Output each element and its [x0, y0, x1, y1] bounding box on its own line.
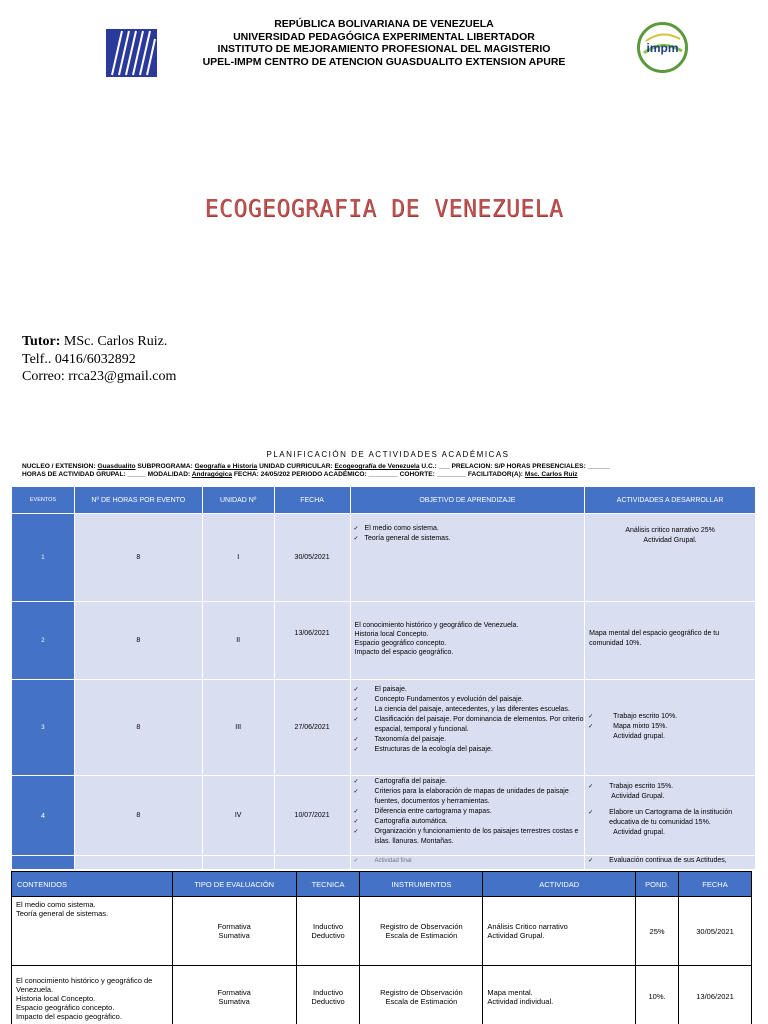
- table-row: [12, 856, 756, 870]
- content-text: Teoría general de sistemas.: [16, 909, 109, 918]
- objective-item: ✓ La ciencia del paisaje, antecedentes, y las diferentes escuelas.: [351, 705, 585, 715]
- event-objectives: [350, 514, 585, 602]
- technique: Deductivo: [311, 996, 345, 1006]
- upel-logo: [106, 29, 157, 77]
- col-header-instrumentos: INSTRUMENTOS: [360, 872, 483, 897]
- instrument: Registro de Observación: [380, 987, 463, 997]
- meta-value: Ecogeografía de Venezuela: [334, 463, 420, 470]
- event-unit: III: [202, 680, 274, 776]
- table-row: [12, 602, 756, 680]
- activity-note: Actividad Grupal.: [611, 793, 665, 800]
- objective-item: ✓ Concepto Fundamentos y evolución del paisaje.: [351, 695, 585, 705]
- activity-text: Actividad individual.: [487, 996, 554, 1006]
- activity-cell: [483, 966, 636, 1024]
- event-activities: [585, 776, 756, 856]
- event-hours: 8: [74, 680, 202, 776]
- instrument: Escala de Estimación: [385, 996, 458, 1006]
- event-hours: 8: [74, 776, 202, 856]
- activity-text: Actividad Grupal.: [643, 537, 697, 544]
- objective-item: ✓ Diferencia entre cartograma y mapas.: [351, 807, 585, 817]
- planning-title: PLANIFICACIÓN DE ACTIVIDADES ACADÉMICAS: [266, 450, 510, 459]
- content-text: El medio como sistema.: [16, 900, 96, 909]
- col-header-actividad: ACTIVIDAD: [483, 872, 636, 897]
- event-unit: II: [202, 602, 274, 680]
- table-row: [12, 966, 752, 1024]
- col-header-eventos: EVENTOS: [12, 487, 75, 514]
- activity-item: ✓ Trabajo escrito 10%.: [585, 712, 755, 722]
- evaluation-type-cell: [172, 966, 296, 1024]
- activity-text: Mapa mental del espacio geográfico de tu comunidad 10%.: [589, 630, 720, 647]
- tutor-info: [22, 333, 176, 386]
- planning-meta-line-1: [22, 463, 752, 471]
- objective-item: ✓ Estructuras de la ecología del paisaje.: [351, 745, 585, 755]
- evaluation-type: Sumativa: [218, 931, 250, 940]
- meta-label: NÚCLEO / EXTENSIÓN:: [22, 463, 98, 470]
- activity-text: Análisis critico narrativo 25%: [625, 527, 715, 534]
- event-number: 2: [12, 602, 75, 680]
- table-row: [12, 680, 756, 776]
- table-row: [12, 897, 752, 966]
- evaluation-type: Sumativa: [218, 996, 250, 1006]
- event-activities: [585, 680, 756, 776]
- event-objectives: [350, 602, 585, 680]
- meta-label: FECHA: 24/05/202 PERIODO ACADÉMICO: ________ COHORTE: ________ FACILITADOR(A):: [232, 471, 525, 478]
- objective-text: El conocimiento histórico y geográfico de Venezuela.: [354, 622, 519, 629]
- tutor-line: [22, 333, 176, 351]
- meta-label: HORAS DE ACTIVIDAD GRUPAL: _____ MODALIDAD:: [22, 471, 192, 478]
- objective-item: ✓ El paisaje.: [351, 685, 585, 695]
- technique-cell: [296, 897, 360, 966]
- planning-meta: [22, 463, 752, 479]
- event-objectives: [350, 776, 585, 856]
- event-unit: [202, 856, 274, 870]
- content-text: Impacto del espacio geográfico.: [16, 1012, 122, 1021]
- content-cell: [12, 897, 173, 966]
- evaluation-type: Formativa: [217, 922, 251, 931]
- activity-note: Actividad grupal.: [613, 829, 665, 836]
- technique: Deductivo: [311, 931, 345, 940]
- col-header-fecha: FECHA: [274, 487, 350, 514]
- objective-item: ✓ Cartografía automática.: [351, 817, 585, 827]
- event-date: 10/07/2021: [274, 776, 350, 856]
- content-text: Historia local Concepto.: [16, 994, 96, 1003]
- tutor-phone: Telf.. 0416/6032892: [22, 351, 136, 367]
- weight-cell: 10%.: [636, 966, 679, 1024]
- tutor-name: MSc. Carlos Ruiz.: [60, 334, 168, 349]
- meta-value: Geografía e Historia: [194, 463, 258, 470]
- col-header-tecnica: TECNICA: [296, 872, 360, 897]
- header-line-2: UNIVERSIDAD PEDAGÓGICA EXPERIMENTAL LIBERTADOR: [233, 30, 535, 43]
- col-header-actividades: ACTIVIDADES A DESARROLLAR: [585, 487, 756, 514]
- activity-text: Mapa mental.: [487, 987, 533, 997]
- meta-label: U.C.: ___ PRELACIÓN: S/P HORAS PRESENCIALES: ______: [419, 463, 610, 470]
- activity-note: Actividad grupal.: [613, 733, 665, 740]
- activity-item: ✓ Elabore un Cartograma de la institución educativa de tu comunidad 15%.: [585, 808, 755, 828]
- objective-text: Espacio geográfico concepto.: [354, 640, 447, 647]
- event-number: 3: [12, 680, 75, 776]
- technique: Inductivo: [313, 987, 344, 997]
- event-date: 13/06/2021: [274, 602, 350, 680]
- event-hours: [74, 856, 202, 870]
- col-header-horas: Nº DE HORAS POR EVENTO: [74, 487, 202, 514]
- objective-text: Historia local Concepto.: [354, 631, 429, 638]
- table-row: [12, 776, 756, 856]
- activity-text: Actividad Grupal.: [487, 931, 545, 940]
- event-date: 30/05/2021: [274, 514, 350, 602]
- col-header-fecha: FECHA: [679, 872, 752, 897]
- col-header-ponderacion: POND.: [636, 872, 679, 897]
- impm-logo: [636, 21, 689, 74]
- evaluation-table: [11, 871, 752, 1024]
- activity-text: Análisis Critico narrativo: [487, 922, 568, 931]
- evaluation-type: Formativa: [217, 987, 251, 997]
- date-cell: 30/05/2021: [679, 897, 752, 966]
- tutor-label: Tutor:: [22, 334, 61, 349]
- meta-value: Guasdualito: [97, 463, 136, 470]
- content-text: El conocimiento histórico y geográfico de Venezuela.: [16, 976, 153, 994]
- content-text: Espacio geográfico concepto.: [16, 1003, 115, 1012]
- header-line-1: REPÚBLICA BOLIVARIANA DE VENEZUELA: [274, 18, 494, 30]
- instrument: Escala de Estimación: [385, 931, 458, 940]
- planning-meta-line-2: [22, 471, 752, 479]
- evaluation-type-cell: [172, 897, 296, 966]
- event-activities: [585, 602, 756, 680]
- technique: Inductivo: [313, 922, 344, 931]
- technique-cell: [296, 966, 360, 1024]
- weight-cell: 25%: [636, 897, 679, 966]
- meta-value: Andragógica: [191, 471, 233, 478]
- event-number: 1: [12, 514, 75, 602]
- col-header-unidad: UNIDAD Nº: [202, 487, 274, 514]
- event-unit: I: [202, 514, 274, 602]
- event-hours: 8: [74, 602, 202, 680]
- table-row: [12, 514, 756, 602]
- header-line-3: INSTITUTO DE MEJORAMIENTO PROFESIONAL DEL MAGISTERIO: [217, 43, 551, 55]
- activity-item: ✓ Trabajo escrito 15%.: [585, 782, 755, 792]
- event-activities: [585, 514, 756, 602]
- date-cell: 13/06/2021: [679, 966, 752, 1024]
- event-unit: IV: [202, 776, 274, 856]
- meta-label: UNIDAD CURRICULAR:: [257, 463, 335, 470]
- document-title: ECOGEOGRAFIA DE VENEZUELA: [204, 195, 564, 223]
- event-date: 27/06/2021: [274, 680, 350, 776]
- tutor-email: Correo: rrca23@gmail.com: [22, 369, 177, 384]
- activity-item: ✓ Evaluación continua de sus Actitudes,: [585, 856, 755, 866]
- objective-item: ✓ Criterios para la elaboración de mapas de unidades de paisaje fuentes, documentos y herramientas.: [351, 787, 585, 807]
- event-date: [274, 856, 350, 870]
- col-header-objetivo: OBJETIVO DE APRENDIZAJE: [350, 487, 585, 514]
- events-table: [11, 486, 756, 870]
- event-objectives: [350, 856, 585, 870]
- activity-cell: [483, 897, 636, 966]
- event-number: 4: [12, 776, 75, 856]
- instrument: Registro de Observación: [380, 922, 463, 931]
- content-cell: [12, 966, 173, 1024]
- objective-item: ✓ El medio como sistema.: [351, 524, 585, 534]
- event-activities: [585, 856, 756, 870]
- header-line-4: UPEL-IMPM CENTRO DE ATENCION GUASDUALITO EXTENSION APURE: [202, 55, 566, 68]
- evaluation-header-row: [12, 872, 752, 897]
- activity-item: ✓ Mapa mixto 15%.: [585, 722, 755, 732]
- objective-item: ✓ Clasificación del paisaje. Por dominancia de elementos. Por criterio espacial, temporal y funcional.: [351, 715, 585, 735]
- impm-logo-text: impm: [646, 41, 679, 55]
- events-header-row: [12, 487, 756, 514]
- event-number: [12, 856, 75, 870]
- objective-item: ✓ Actividad final: [351, 856, 585, 866]
- col-header-contenidos: CONTENIDOS: [12, 872, 173, 897]
- event-objectives: [350, 680, 585, 776]
- instruments-cell: [360, 897, 483, 966]
- objective-item: ✓ Cartografía del paisaje.: [351, 777, 585, 787]
- objective-item: ✓ Taxonomía del paisaje.: [351, 735, 585, 745]
- objective-item: ✓ Organización y funcionamiento de los paisajes terrestres costas e islas. llanuras. Montañas.: [351, 827, 585, 847]
- event-hours: 8: [74, 514, 202, 602]
- objective-item: ✓ Teoría general de sistemas.: [351, 534, 585, 544]
- col-header-tipo-evaluacion: TIPO DE EVALUACIÓN: [172, 872, 296, 897]
- meta-label: SUBPROGRAMA:: [135, 463, 195, 470]
- meta-value: Msc. Carlos Ruiz: [524, 471, 578, 478]
- instruments-cell: [360, 966, 483, 1024]
- objective-text: Impacto del espacio geográfico.: [354, 649, 454, 656]
